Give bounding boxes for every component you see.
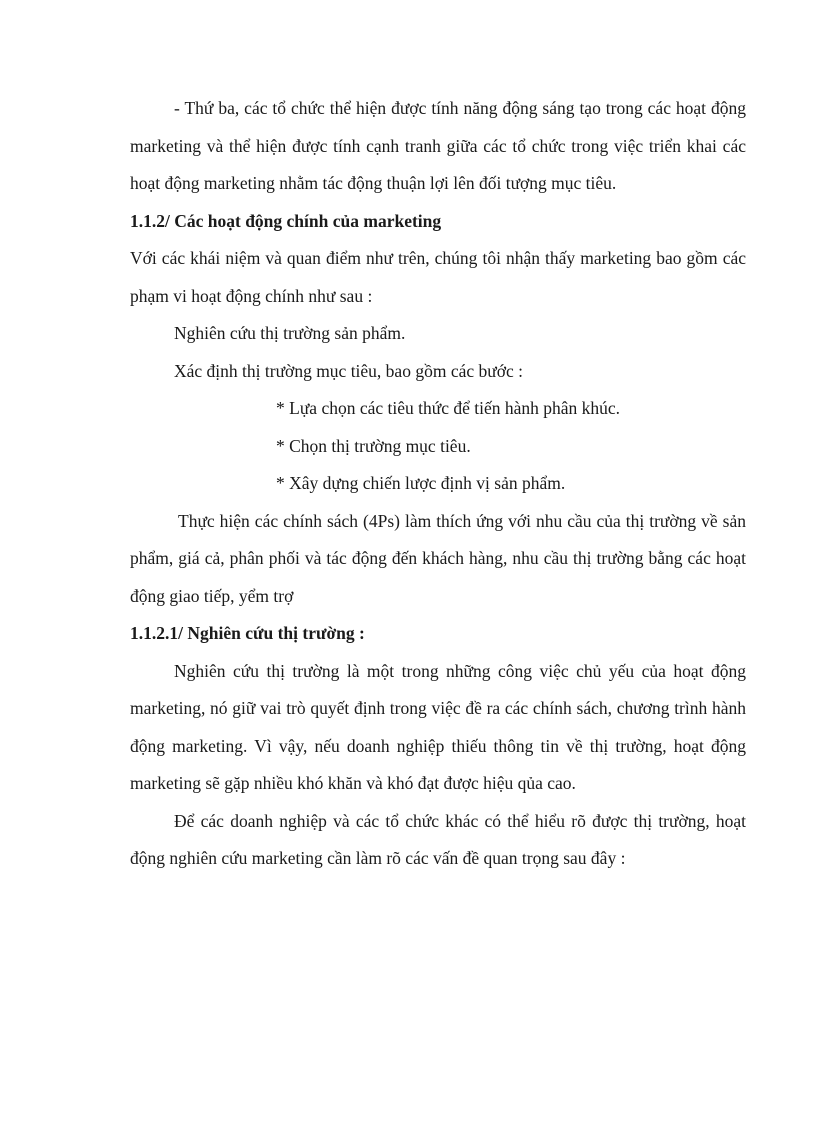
paragraph-intro: Với các khái niệm và quan điểm như trên, chúng tôi nhận thấy marketing bao gồm các phạm vi hoạt động chính như sau : — [130, 248, 746, 306]
bullet-segmentation: * Lựa chọn các tiêu thức để tiến hành phân khúc. — [276, 398, 621, 418]
document-body — [130, 90, 746, 878]
bullet-choose-target: * Chọn thị trường mục tiêu. — [276, 435, 471, 456]
paragraph-market-research: Nghiên cứu thị trường là một trong những công việc chủ yếu của hoạt động marketing, nó giữ vai trò quyết định trong việc đề ra các chính sách, chương trình hành động marketing. Vì vậy, nếu doanh nghiệp thiếu thông tin về thị trường, hoạt động marketing sẽ gặp nhiều khó khăn và khó đạt được hiệu qủa cao. — [130, 660, 746, 793]
paragraph-4ps: Thực hiện các chính sách (4Ps) làm thích ứng với nhu cầu của thị trường về sản phẩm, giá cả, phân phối và tác động đến khách hàng, nhu cầu thị trường bằng các hoạt động giao tiếp, yểm trợ — [130, 510, 746, 606]
paragraph-third-point: - Thứ ba, các tổ chức thể hiện được tính năng động sáng tạo trong các hoạt động marketing và thể hiện được tính cạnh tranh giữa các tổ chức trong việc triển khai các hoạt động marketing nhằm tác động thuận lợi lên đối tượng mục tiêu. — [130, 98, 746, 193]
section-heading-1-1-2-1: 1.1.2.1/ Nghiên cứu thị trường : — [130, 623, 365, 643]
list-item-market-research: Nghiên cứu thị trường sản phẩm. — [174, 323, 406, 343]
bullet-positioning: * Xây dựng chiến lược định vị sản phẩm. — [276, 473, 566, 493]
paragraph-understand-market: Để các doanh nghiệp và các tổ chức khác có thể hiểu rõ được thị trường, hoạt động nghiên cứu marketing cần làm rõ các vấn đề quan trọng sau đây : — [130, 810, 746, 868]
list-item-target-market: Xác định thị trường mục tiêu, bao gồm các bước : — [174, 360, 523, 381]
section-heading-1-1-2: 1.1.2/ Các hoạt động chính của marketing — [130, 210, 442, 231]
